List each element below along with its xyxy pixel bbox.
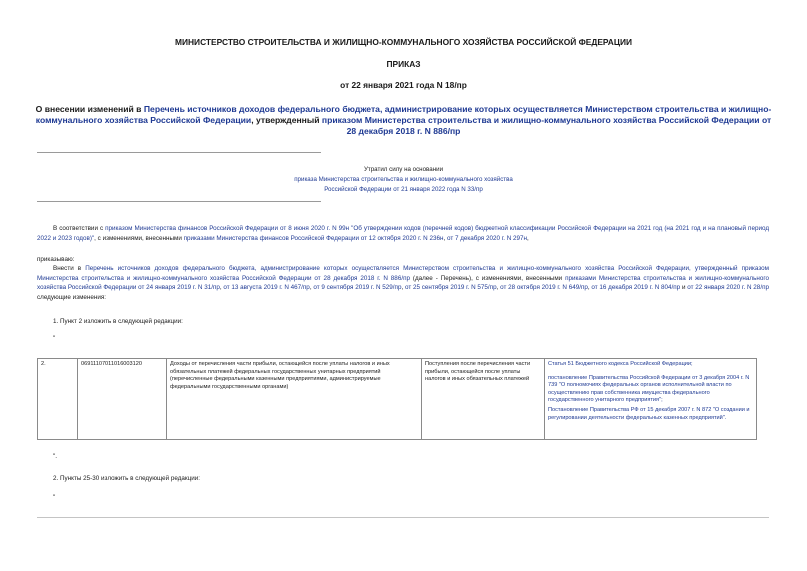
p1-text-4: ,: [527, 234, 529, 242]
item-1: 1. Пункт 2 изложить в следующей редакции:: [53, 318, 183, 325]
p2-link-amend-7[interactable]: от 22 января 2020 г. N 28/пр: [687, 284, 769, 292]
p2-text-7: ,: [587, 284, 592, 292]
law-link-2[interactable]: постановление Правительства Российской Федерации от 3 декабря 2004 г. N 739 "О полномочиях федеральных органов исполнительной власти по осуществлению прав собственника имущества федерального государственного унитарного предприятия";: [548, 374, 750, 404]
table-row: [38, 359, 757, 440]
quote-open: ": [53, 335, 56, 342]
p1-text-2: , с изменениями, внесенными: [94, 234, 184, 242]
bottom-divider: [37, 517, 769, 518]
cell-legal-basis: [545, 359, 757, 440]
order-word: приказываю:: [37, 256, 75, 263]
document-date: от 22 января 2021 года N 18/пр: [340, 80, 467, 90]
cell-name: Доходы от перечисления части прибыли, остающейся после уплаты налогов и иных обязательных платежей федеральных государственных унитарных предприятий (перечисленные федеральными казенными предприятиями, администрируемые федеральными государственными органами): [167, 359, 422, 440]
law-link-3[interactable]: Постановление Правительства РФ от 15 декабря 2007 г. N 872 "О создании и регулировании деятельности федеральных казенных предприятий".: [548, 406, 750, 421]
repeal-note: [0, 165, 807, 195]
divider-top: [37, 152, 321, 153]
revenue-table: [37, 358, 757, 440]
p1-text-1: В соответствии с: [53, 225, 106, 232]
p2-link-list[interactable]: Перечень источников доходов федерального бюджета, администрирование которых осуществляется Министерством строительства и жилищно-коммунального хозяйства Российской Федерации, утвержденный приказом Министерства строительства и жилищно-коммунального хозяйства Российской Федерации от 28 декабря 2018 г. N 886/пр: [37, 265, 770, 282]
divider-bottom: [37, 201, 321, 202]
cell-source: Поступления после перечисления части прибыли, остающейся после уплаты налогов и иных обязательных платежей: [422, 359, 545, 440]
paragraph-amend: [37, 264, 769, 302]
p2-text-8: и: [680, 284, 688, 292]
p2-text-5: ,: [401, 284, 405, 292]
p1-link-amendment-2[interactable]: от 7 декабря 2020 г. N 297н: [446, 234, 528, 242]
p2-text-2: (далее - Перечень), с изменениями, внесенными: [409, 274, 566, 282]
law-link-1[interactable]: Статья 51 Бюджетного кодекса Российской Федерации;: [548, 361, 693, 367]
p1-link-amendment-1[interactable]: приказами Министерства финансов Российской Федерации от 12 октября 2020 г. N 236н: [183, 234, 444, 242]
title-prefix: О внесении изменений в: [35, 104, 144, 114]
p2-text-4: ,: [309, 284, 314, 292]
p2-text-3: ,: [219, 284, 224, 292]
document-type: ПРИКАЗ: [386, 59, 421, 69]
document-title: [30, 104, 777, 137]
paragraph-basis: [37, 224, 769, 243]
title-middle: , утвержденный: [251, 115, 322, 125]
ministry-name: МИНИСТЕРСТВО СТРОИТЕЛЬСТВА И ЖИЛИЩНО-КОММУНАЛЬНОГО ХОЗЯЙСТВА РОССИЙСКОЙ ФЕДЕРАЦИИ: [175, 37, 632, 47]
p2-text-1: Внести в: [53, 265, 86, 272]
cell-code: 06911107011016003120: [78, 359, 167, 440]
item-2: 2. Пункты 25-30 изложить в следующей редакции:: [53, 475, 201, 482]
p2-link-amend-2[interactable]: от 13 августа 2019 г. N 467/пр: [223, 284, 310, 292]
p2-text-6: ,: [496, 284, 501, 292]
p2-link-amend-3[interactable]: от 9 сентября 2019 г. N 529/пр: [313, 284, 402, 292]
quote-open-2: ": [53, 494, 56, 501]
p2-link-amend-5[interactable]: от 28 октября 2019 г. N 649/пр: [500, 284, 588, 292]
cell-number: 2.: [38, 359, 78, 440]
p2-link-amend-1[interactable]: приказами Министерства строительства и жилищно-коммунального хозяйства Российской Федерации от 24 января 2019 г. N 31/пр: [37, 274, 769, 292]
p2-link-amend-4[interactable]: от 25 сентября 2019 г. N 575/пр: [404, 284, 497, 292]
repeal-line-1: Утратил силу на основании: [363, 166, 444, 173]
p2-link-amend-6[interactable]: от 16 декабря 2019 г. N 804/пр: [591, 284, 681, 292]
p1-text-3: ,: [443, 234, 447, 242]
title-link-order[interactable]: приказом Министерства строительства и жилищно-коммунального хозяйства Российской Федерации от 28 декабря 2018 г. N 886/пр: [321, 115, 772, 136]
repeal-link-line-2[interactable]: приказа Министерства строительства и жилищно-коммунального хозяйства: [294, 176, 513, 183]
quote-close: ".: [53, 453, 58, 460]
repeal-link-line-3[interactable]: Российской Федерации от 21 января 2022 года N 33/пр: [324, 186, 483, 193]
p1-link-minfin-order[interactable]: приказом Министерства финансов Российской Федерации от 8 июня 2020 г. N 99н "Об утверждении кодов (перечней кодов) бюджетной классификации Российской Федерации на 2021 год (на 2021 год и на плановый период 2022 и 2023 годов)": [37, 225, 770, 242]
title-link-list[interactable]: Перечень источников доходов федерального бюджета, администрирование которых осуществляется Министерством строительства и жилищно-коммунального хозяйства Российской Федерации: [35, 104, 772, 125]
p2-text-9: следующие изменения:: [37, 293, 107, 301]
